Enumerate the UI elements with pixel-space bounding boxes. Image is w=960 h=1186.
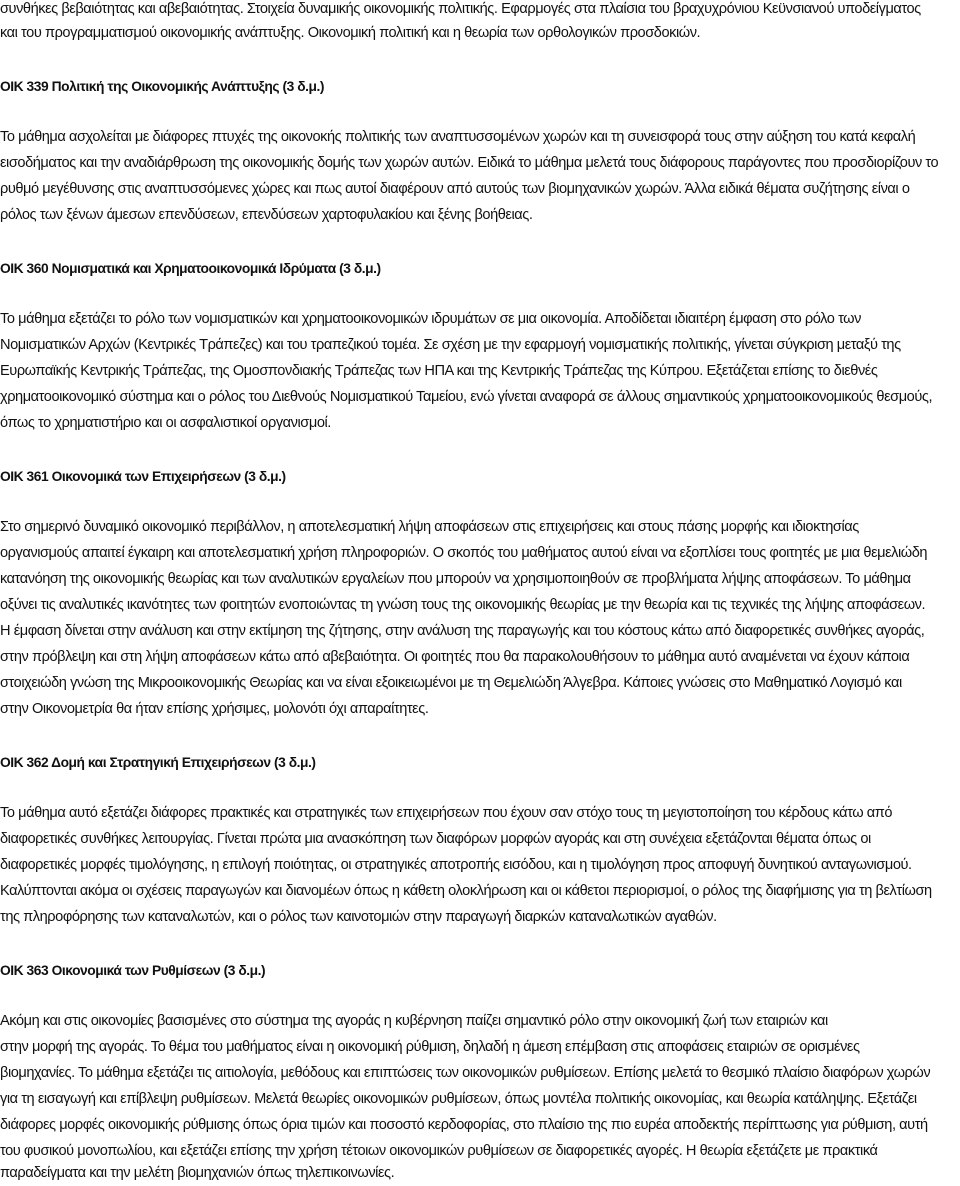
course-heading-oik-361: ΟΙΚ 361 Οικονομικά των Επιχειρήσεων (3 δ.μ.) [0, 469, 286, 484]
course-description-line: Το μάθημα αυτό εξετάζει διάφορες πρακτικές και στρατηγικές των επιχειρήσεων που έχουν σαν στόχο τους τη μεγιστοποίηση του κέρδους κάτω από [0, 805, 893, 821]
course-description-line: στην πρόβλεψη και στη λήψη αποφάσεων κάτω από αβεβαιότητα. Οι φοιτητές που θα παρακολουθήσουν το μάθημα αυτό αναμένεται να έχουν κάποια [0, 649, 910, 665]
course-description-line: ρόλος των ξένων άμεσων επενδύσεων, επενδύσεων χαρτοφυλακίου και ξένης βοήθειας. [0, 207, 533, 223]
course-description-line: στοιχειώδη γνώση της Μικροοικονομικής Θεωρίας και να είναι εξοικειωμένοι με τη Θεμελιώδη Άλγεβρα. Κάποιες γνώσεις στο Μαθηματικό Λογισμό και [0, 675, 902, 691]
course-description-line: οξύνει τις αναλυτικές ικανότητες των φοιτητών ενοποιώντας τη γνώση τους της οικονομικής θεωρίας με την θεωρία και τις τεχνικές της λήψης αποφάσεων. [0, 597, 926, 613]
course-heading-oik-362: ΟΙΚ 362 Δομή και Στρατηγική Επιχειρήσεων (3 δ.μ.) [0, 755, 316, 770]
course-description-line: παραδείγματα και την μελέτη βιομηχανιών όπως τηλεπικοινωνίες. [0, 1165, 395, 1181]
course-description-line: κατανόηση της οικονομικής θεωρίας και των αναλυτικών εργαλείων που μπορούν να χρησιμοποιηθούν σε προβλήματα λήψης αποφάσεων. Το μάθημα [0, 571, 911, 587]
course-description-line: ρυθμό μεγέθυνσης στις αναπτυσσόμενες χώρες και πως αυτοί διαφέρουν από αυτούς των βιομηχανικών χωρών. Άλλα ειδικά θέματα συζήτησης είναι ο [0, 181, 910, 197]
intro-line: και του προγραμματισμού οικονομικής ανάπτυξης. Οικονομική πολιτική και η θεωρία των ορθολογικών προσδοκιών. [0, 25, 701, 41]
course-description-line: βιομηχανίες. Το μάθημα εξετάζει τις αιτιολογία, μεθόδους και επιπτώσεις των οικονομικών ρυθμίσεων. Επίσης μελετά το θεσμικό πλαίσιο διαφόρων χωρών [0, 1065, 931, 1081]
course-description-line: διάφορες μορφές οικονομικής ρύθμισης όπως όρια τιμών και ποσοστό κερδοφορίας, στο πλαίσιο της πιο ευρέα αποδεκτής περίπτωσης για ρύθμιση, αυτή [0, 1117, 928, 1133]
course-heading-oik-363: ΟΙΚ 363 Οικονομικά των Ρυθμίσεων (3 δ.μ.) [0, 963, 266, 978]
course-description-line: διαφορετικές μορφές τιμολόγησης, η επιλογή ποιότητας, οι στρατηγικές αποτροπής εισόδου, και η τιμολόγηση προς αποφυγή δυνητικού ανταγωνισμού. [0, 857, 912, 873]
course-description-line: της πληροφόρησης των καταναλωτών, και ο ρόλος των καινοτομιών στην παραγωγή διαρκών καταναλωτικών αγαθών. [0, 909, 717, 925]
course-heading-oik-360: ΟΙΚ 360 Νομισματικά και Χρηματοοικονομικά Ιδρύματα (3 δ.μ.) [0, 261, 381, 276]
course-description-line: Ακόμη και στις οικονομίες βασισμένες στο σύστημα της αγοράς η κυβέρνηση παίζει σημαντικό ρόλο στην οικονομική ζωή των εταιριών και [0, 1013, 828, 1029]
course-description-line: Καλύπτονται ακόμα οι σχέσεις παραγωγών και διανομέων όπως η κάθετη ολοκλήρωση και οι κάθετοι περιορισμοί, ο ρόλος της διαφήμισης για τη βελτίωση [0, 883, 932, 899]
course-description-line: Στο σημερινό δυναμικό οικονομικό περιβάλλον, η αποτελεσματική λήψη αποφάσεων στις επιχειρήσεις και στους πάσης μορφής και ιδιοκτησίας [0, 519, 859, 535]
course-description-line: χρηματοοικονομικό σύστημα και ο ρόλος του Διεθνούς Νομισματικού Ταμείου, ενώ γίνεται αναφορά σε άλλους σημαντικούς χρηματοοικονομικούς θεσμούς, [0, 389, 933, 405]
course-description-line: Ευρωπαϊκής Κεντρικής Τράπεζας, της Ομοσπονδιακής Τράπεζας των ΗΠΑ και της Κεντρικής Τράπεζας της Κύπρου. Εξετάζεται επίσης το διεθνές [0, 363, 878, 379]
course-description-line: όπως το χρηματιστήριο και οι ασφαλιστικοί οργανισμοί. [0, 415, 331, 431]
course-description-line: Νομισματικών Αρχών (Κεντρικές Τράπεζες) και του τραπεζικού τομέα. Σε σχέση με την εφαρμογή νομισματικής πολιτικής, γίνεται σύγκριση μεταξύ της [0, 337, 901, 353]
course-description-line: στην Οικονομετρία θα ήταν επίσης χρήσιμες, μολονότι όχι απαραίτητες. [0, 701, 429, 717]
course-description-line: στην μορφή της αγοράς. Το θέμα του μαθήματος είναι η οικονομική ρύθμιση, δηλαδή η άμεση επέμβαση στις αποφάσεις εταιριών σε ορισμένες [0, 1039, 860, 1055]
course-description-line: Η έμφαση δίνεται στην ανάλυση και στην εκτίμηση της ζήτησης, στην ανάλυση της παραγωγής και του κόστους κάτω από διαφορετικές συνθήκες αγοράς, [0, 623, 925, 639]
course-description-line: για τη εισαγωγή και επίβλεψη ρυθμίσεων. Μελετά θεωρίες οικονομικών ρυθμίσεων, όπως μοντέλα πολιτικής οικονομίας, και θεωρία κατάληψης. Εξετάζει [0, 1091, 917, 1107]
course-description-line: διαφορετικές συνθήκες λειτουργίας. Γίνεται πρώτα μια ανασκόπηση των διαφόρων μορφών αγοράς και στη συνέχεια εξετάζονται θέματα όπως οι [0, 831, 871, 847]
course-description-line: του φυσικού μονοπωλίου, και εξετάζει επίσης την χρήση τέτοιων οικονομικών ρυθμίσεων σε διαφορετικές αγορές. Η θεωρία εξετάζετε με πρακτικά [0, 1143, 878, 1159]
course-description-line: Το μάθημα εξετάζει το ρόλο των νομισματικών και χρηματοοικονομικών ιδρυμάτων σε μια οικονομία. Αποδίδεται ιδιαιτέρη έμφαση στο ρόλο των [0, 311, 861, 327]
course-heading-oik-339: ΟΙΚ 339 Πολιτική της Οικονομικής Ανάπτυξης (3 δ.μ.) [0, 79, 325, 94]
intro-line: συνθήκες βεβαιότητας και αβεβαιότητας. Στοιχεία δυναμικής οικονομικής πολιτικής. Εφαρμογές στα πλαίσια του βραχυχρόνιου Κεϋνσιανού υποδείγματος [0, 1, 921, 17]
course-description-line: εισοδήματος και την αναδιάρθρωση της οικονομικής δομής των χωρών αυτών. Ειδικά το μάθημα μελετά τους διάφορους παράγοντες που προσδιορίζουν το [0, 155, 939, 171]
course-description-line: οργανισμούς απαιτεί έγκαιρη και αποτελεσματική χρήση πληροφοριών. Ο σκοπός του μαθήματος αυτού είναι να εξοπλίσει τους φοιτητές με μια θεμελιώδη [0, 545, 928, 561]
course-description-line: Το μάθημα ασχολείται με διάφορες πτυχές της οικονοκής πολιτικής των αναπτυσσομένων χωρών και τη συνεισφορά τους στην αύξηση του κατά κεφαλή [0, 129, 916, 145]
